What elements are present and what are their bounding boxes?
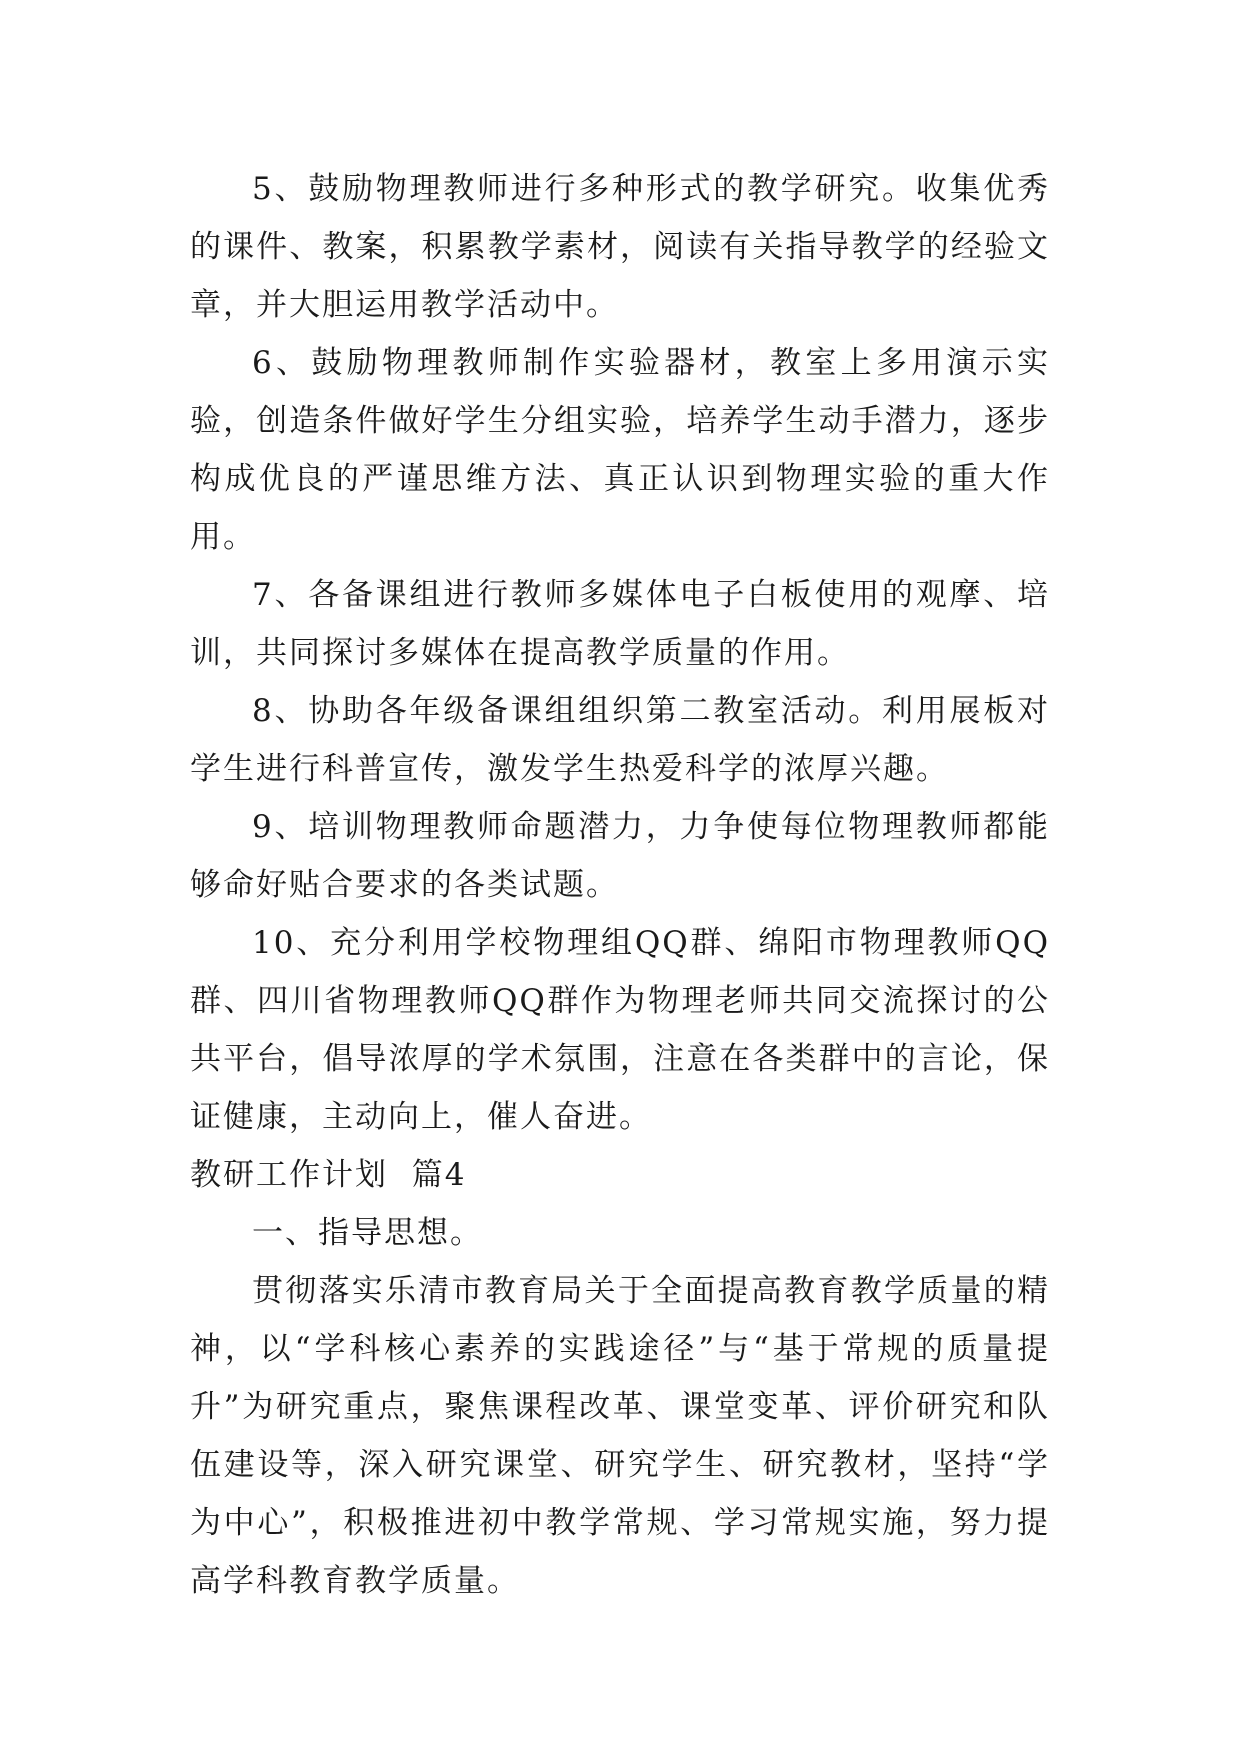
section-heading: 教研工作计划 篇4 bbox=[190, 1157, 467, 1193]
subheading: 一、指导思想。 bbox=[252, 1215, 483, 1251]
body-paragraph: 贯彻落实乐清市教育局关于全面提高教育教学质量的精神，以“学科核心素养的实践途径”与“基于常规的质量提升”为研究重点，聚焦课程改革、课堂变革、评价研究和队伍建设等，深入研究课堂、研究学生、研究教材，坚持“学为中心”，积极推进初中教学常规、学习常规实施，努力提高学科教育教学质量。 bbox=[190, 1273, 1050, 1599]
document-body bbox=[190, 160, 1050, 1610]
paragraph-item-5: 5、鼓励物理教师进行多种形式的教学研究。收集优秀的课件、教案，积累教学素材，阅读有关指导教学的经验文章，并大胆运用教学活动中。 bbox=[190, 171, 1050, 323]
paragraph-item-9: 9、培训物理教师命题潜力，力争使每位物理教师都能够命好贴合要求的各类试题。 bbox=[190, 809, 1050, 903]
paragraph-item-6: 6、鼓励物理教师制作实验器材，教室上多用演示实验，创造条件做好学生分组实验，培养学生动手潜力，逐步构成优良的严谨思维方法、真正认识到物理实验的重大作用。 bbox=[190, 345, 1050, 555]
paragraph-item-7: 7、各备课组进行教师多媒体电子白板使用的观摩、培训，共同探讨多媒体在提高教学质量的作用。 bbox=[190, 577, 1050, 671]
paragraph-item-8: 8、协助各年级备课组组织第二教室活动。利用展板对学生进行科普宣传，激发学生热爱科学的浓厚兴趣。 bbox=[190, 693, 1050, 787]
paragraph-item-10: 10、充分利用学校物理组QQ群、绵阳市物理教师QQ群、四川省物理教师QQ群作为物理老师共同交流探讨的公共平台，倡导浓厚的学术氛围，注意在各类群中的言论，保证健康，主动向上，催人奋进。 bbox=[190, 925, 1050, 1135]
